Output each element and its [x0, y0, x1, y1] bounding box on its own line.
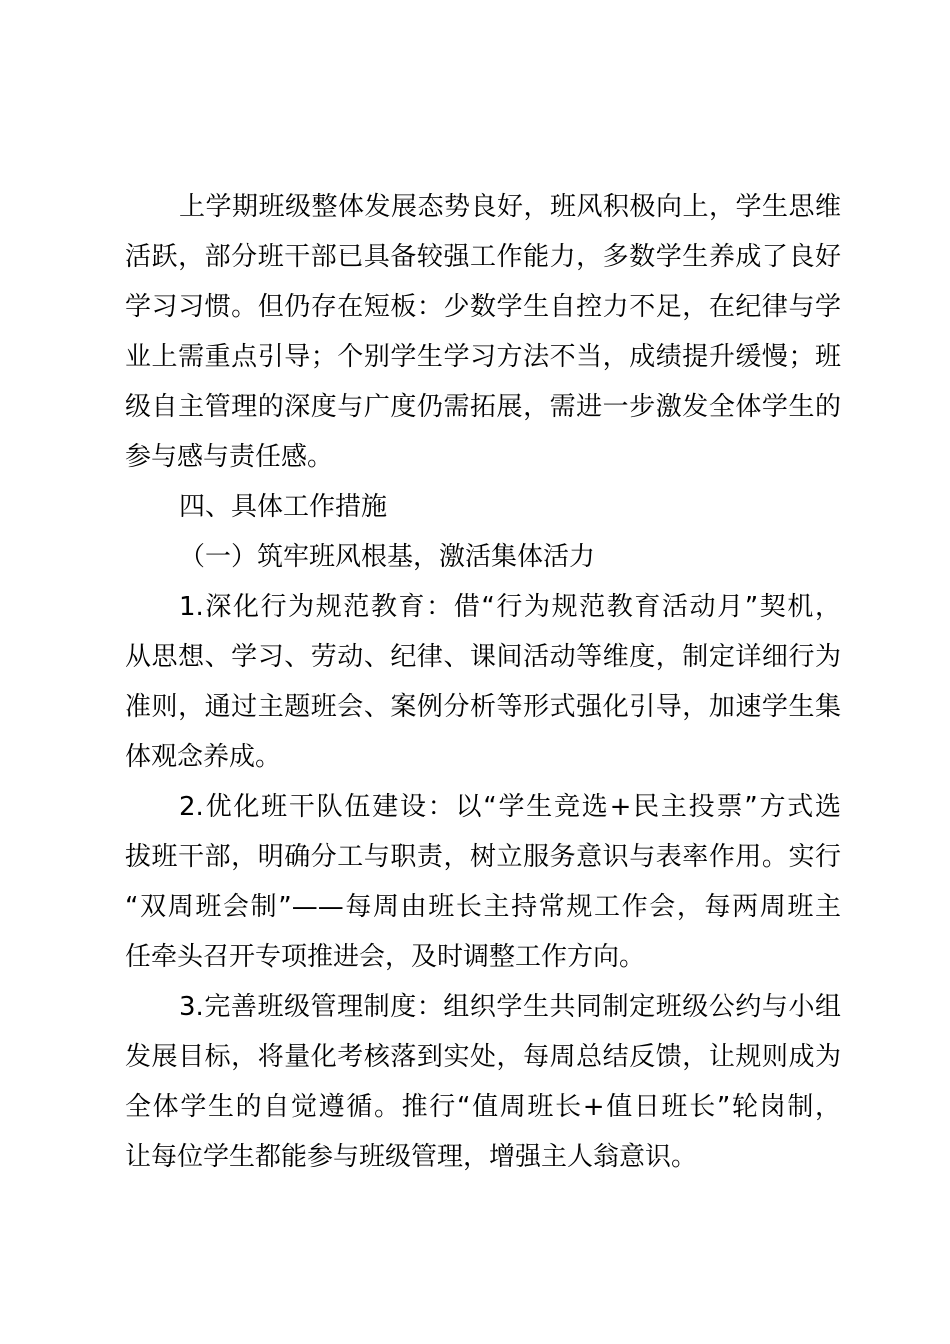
- item-behavior-education: [125, 582, 841, 782]
- document-body: [125, 182, 841, 1182]
- text-line: 任牵头召开专项推进会，及时调整工作方向。: [125, 942, 646, 972]
- paragraph-situation: [125, 182, 841, 482]
- section-heading: 四、具体工作措施: [179, 492, 388, 522]
- item-class-cadre: [125, 782, 841, 982]
- text-line: 体观念养成。: [125, 742, 282, 772]
- text-line: 发展目标，将量化考核落到实处，每周总结反馈，让规则成为: [125, 1042, 841, 1072]
- text-line: 拔班干部，明确分工与职责，树立服务意识与表率作用。实行: [125, 842, 841, 872]
- text-line: 级自主管理的深度与广度仍需拓展，需进一步激发全体学生的: [125, 392, 841, 422]
- text-line: 2.优化班干队伍建设：以“学生竞选+民主投票”方式选: [179, 792, 841, 822]
- text-line: 学习习惯。但仍存在短板：少数学生自控力不足，在纪律与学: [125, 292, 841, 322]
- sub-heading: （一）筑牢班风根基，激活集体活力: [179, 542, 596, 572]
- text-line: 全体学生的自觉遵循。推行“值周班长+值日班长”轮岗制，: [125, 1092, 841, 1122]
- text-line: 从思想、学习、劳动、纪律、课间活动等维度，制定详细行为: [125, 642, 841, 672]
- text-line: 业上需重点引导；个别学生学习方法不当，成绩提升缓慢；班: [125, 342, 841, 372]
- text-line: 让每位学生都能参与班级管理，增强主人翁意识。: [125, 1142, 698, 1172]
- text-line: 参与感与责任感。: [125, 442, 334, 472]
- text-line: 活跃，部分班干部已具备较强工作能力，多数学生养成了良好: [125, 242, 841, 272]
- item-management-system: [125, 982, 841, 1182]
- text-line: 1.深化行为规范教育：借“行为规范教育活动月”契机，: [179, 592, 841, 622]
- text-line: 上学期班级整体发展态势良好，班风积极向上，学生思维: [179, 192, 841, 222]
- text-line: 3.完善班级管理制度：组织学生共同制定班级公约与小组: [179, 992, 841, 1022]
- text-line: “双周班会制”——每周由班长主持常规工作会，每两周班主: [125, 892, 841, 922]
- text-line: 准则，通过主题班会、案例分析等形式强化引导，加速学生集: [125, 692, 841, 722]
